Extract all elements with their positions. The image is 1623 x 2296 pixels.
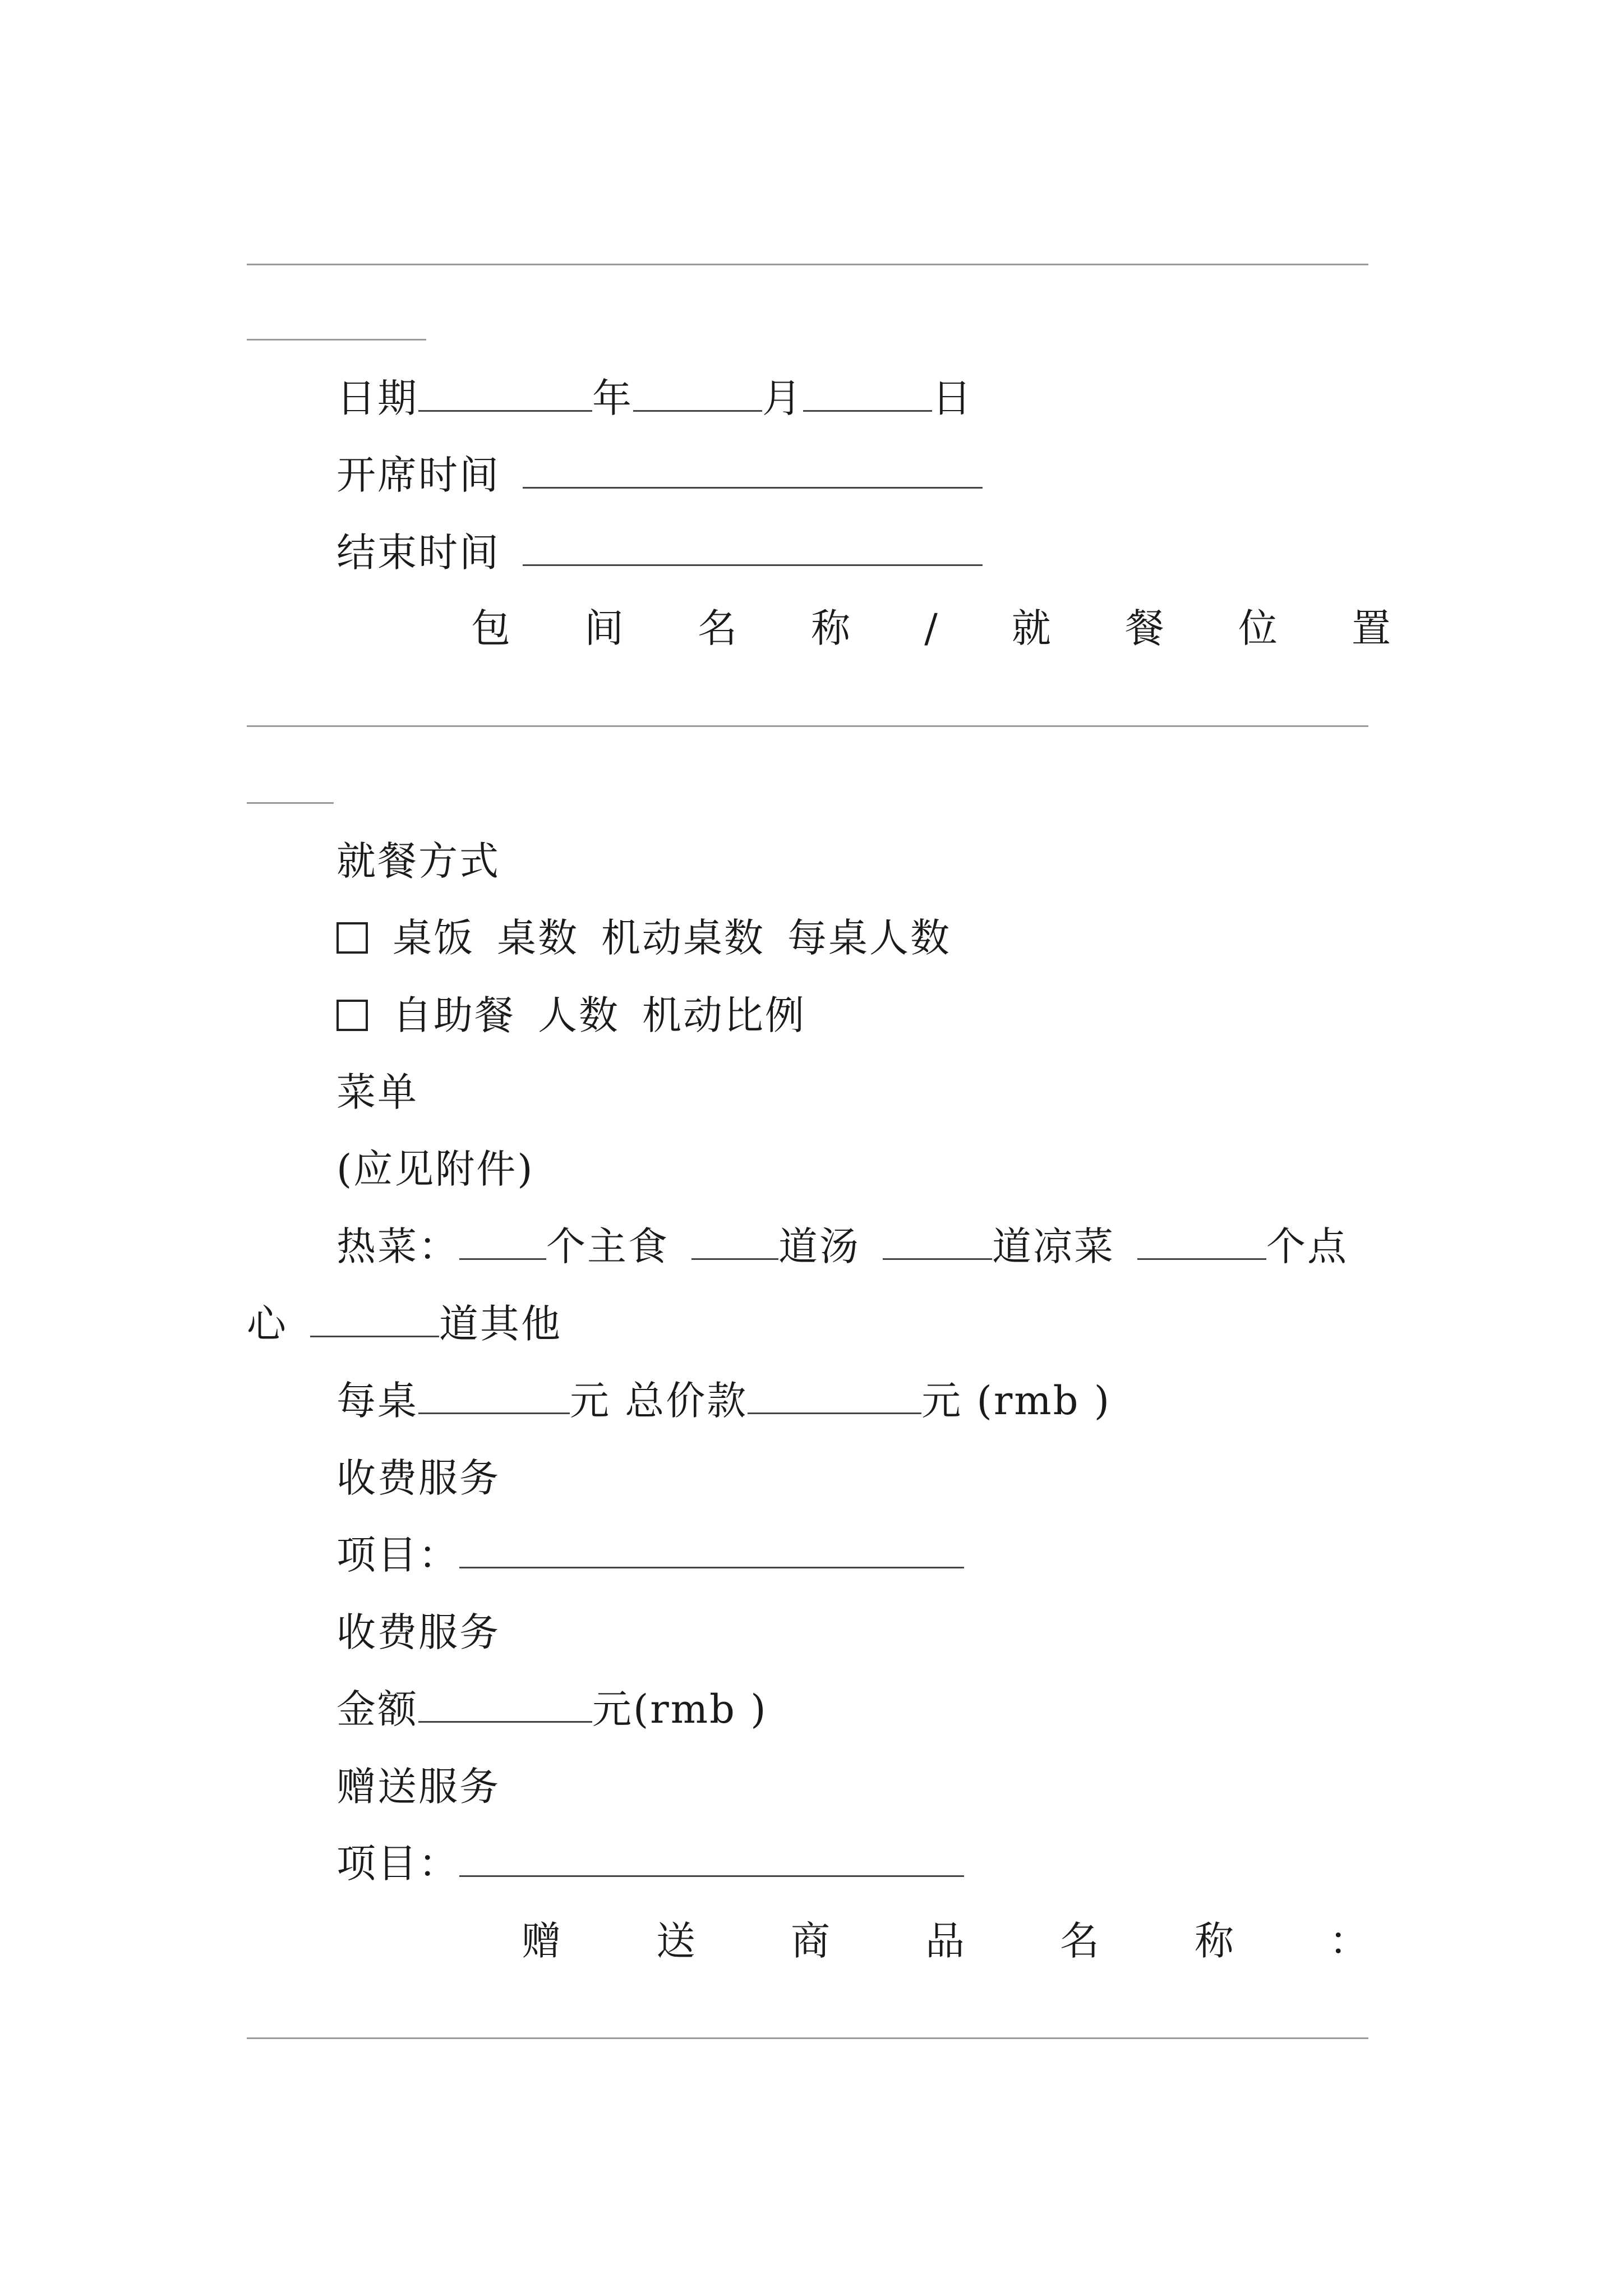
dining-label: 就餐方式 bbox=[336, 838, 500, 884]
buffet-name: 自助餐 bbox=[393, 992, 515, 1038]
top-rule-short bbox=[247, 339, 426, 341]
per-table-people-label: 每桌人数 bbox=[787, 915, 951, 961]
amount-label: 金额 bbox=[336, 1686, 418, 1732]
end-time-label: 结束时间 bbox=[336, 530, 500, 576]
soup-blank[interactable] bbox=[883, 1219, 992, 1260]
end-time-blank[interactable] bbox=[523, 525, 983, 566]
people-label: 人数 bbox=[538, 992, 620, 1038]
end-time-row bbox=[336, 524, 983, 581]
gift-heading-char: ： bbox=[1329, 1918, 1368, 1964]
room-heading-char: 餐 bbox=[1124, 605, 1164, 651]
room-heading-char: / bbox=[924, 605, 938, 651]
total-price-blank[interactable] bbox=[748, 1373, 921, 1414]
cold-dish-label: 道凉菜 bbox=[992, 1223, 1115, 1269]
per-table-label: 每桌 bbox=[336, 1378, 418, 1424]
option-table-meal[interactable] bbox=[336, 910, 951, 966]
paid-service-label: 收费服务 bbox=[336, 1455, 500, 1501]
day-blank[interactable] bbox=[803, 371, 932, 412]
gift-heading bbox=[522, 1913, 1368, 1969]
room-heading-char: 置 bbox=[1351, 605, 1391, 651]
dishes-label: 热菜： bbox=[336, 1223, 459, 1269]
table-meal-name: 桌饭 bbox=[393, 915, 474, 961]
gift-heading-char: 送 bbox=[656, 1918, 695, 1964]
year-blank[interactable] bbox=[418, 371, 592, 412]
gift-heading-char: 品 bbox=[925, 1918, 965, 1964]
menu-note: (应见附件) bbox=[336, 1146, 534, 1192]
room-heading-char: 就 bbox=[1011, 605, 1051, 651]
room-heading-char: 称 bbox=[811, 605, 851, 651]
staple-label: 个主食 bbox=[546, 1223, 669, 1269]
option-buffet[interactable] bbox=[336, 987, 806, 1043]
menu-label: 菜单 bbox=[336, 1069, 418, 1115]
start-time-blank[interactable] bbox=[523, 448, 983, 489]
year-label: 年 bbox=[592, 375, 633, 421]
paid-service-label-2: 收费服务 bbox=[336, 1609, 500, 1655]
table-count-label: 桌数 bbox=[497, 915, 579, 961]
start-time-row bbox=[336, 447, 983, 503]
price-row bbox=[336, 1373, 1111, 1429]
snack-label-part1: 个点 bbox=[1266, 1223, 1348, 1269]
date-row bbox=[336, 370, 973, 426]
amount-row bbox=[336, 1681, 768, 1737]
room-heading-char: 名 bbox=[698, 605, 737, 651]
gift-heading-char: 名 bbox=[1060, 1918, 1099, 1964]
soup-label: 道汤 bbox=[778, 1223, 860, 1269]
total-price-label: 元 总价款 bbox=[570, 1378, 748, 1424]
amount-blank[interactable] bbox=[418, 1682, 592, 1723]
buffet-checkbox[interactable] bbox=[336, 1000, 368, 1031]
hot-dish-blank[interactable] bbox=[459, 1219, 546, 1260]
dishes-row bbox=[336, 1218, 1348, 1274]
amount-rmb-label: 元(rmb ) bbox=[592, 1686, 768, 1732]
date-label: 日期 bbox=[336, 375, 418, 421]
per-table-blank[interactable] bbox=[418, 1373, 570, 1414]
room-heading-char: 位 bbox=[1238, 605, 1278, 651]
spare-ratio-label: 机动比例 bbox=[642, 992, 806, 1038]
top-rule bbox=[247, 264, 1368, 265]
snack-label-part2: 心 bbox=[247, 1301, 288, 1347]
gift-heading-char: 称 bbox=[1195, 1918, 1234, 1964]
table-meal-checkbox[interactable] bbox=[336, 922, 368, 954]
room-heading-char: 包 bbox=[471, 605, 510, 651]
start-time-label: 开席时间 bbox=[336, 452, 500, 498]
month-label: 月 bbox=[762, 375, 803, 421]
free-service-label: 赠送服务 bbox=[336, 1764, 500, 1810]
snack-blank[interactable] bbox=[310, 1296, 439, 1337]
other-label: 道其他 bbox=[439, 1301, 562, 1347]
room-rule bbox=[247, 725, 1368, 727]
gift-rule bbox=[247, 2037, 1368, 2039]
month-blank[interactable] bbox=[633, 371, 762, 412]
free-service-item-row bbox=[336, 1835, 964, 1892]
paid-item-label: 项目： bbox=[336, 1532, 459, 1578]
day-label: 日 bbox=[932, 375, 973, 421]
gift-heading-char: 赠 bbox=[522, 1918, 561, 1964]
spare-table-label: 机动桌数 bbox=[601, 915, 765, 961]
room-heading bbox=[471, 600, 1391, 656]
paid-service-item-row bbox=[336, 1527, 964, 1583]
staple-blank[interactable] bbox=[691, 1219, 778, 1260]
room-heading-char: 间 bbox=[584, 605, 624, 651]
cold-dish-blank[interactable] bbox=[1137, 1219, 1266, 1260]
free-item-blank[interactable] bbox=[459, 1836, 964, 1877]
rmb-label: 元 (rmb ) bbox=[921, 1378, 1112, 1424]
free-item-label: 项目： bbox=[336, 1841, 459, 1887]
paid-item-blank[interactable] bbox=[459, 1527, 964, 1568]
dishes-row-cont bbox=[247, 1296, 562, 1352]
gift-heading-char: 商 bbox=[791, 1918, 830, 1964]
room-rule-short bbox=[247, 802, 334, 804]
